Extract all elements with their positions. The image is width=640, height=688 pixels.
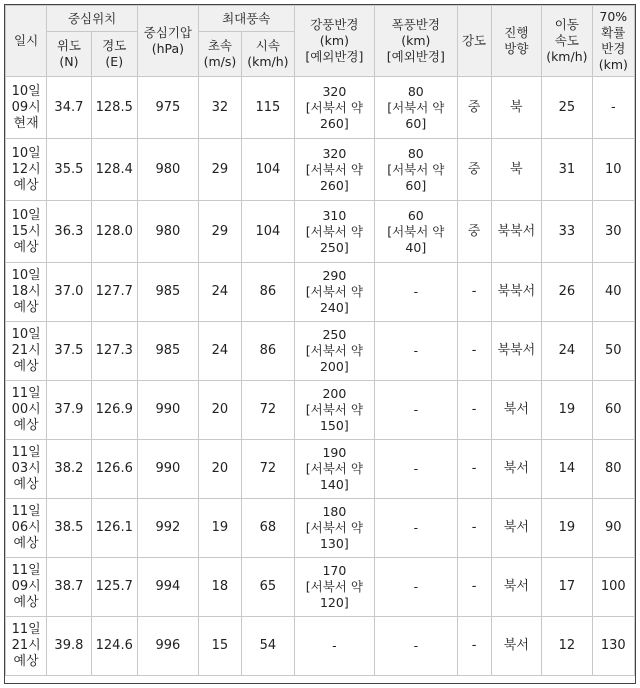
- cell-wind-ms: 29: [198, 139, 241, 201]
- cell-intensity: -: [457, 381, 491, 440]
- cell-wind-ms: 29: [198, 201, 241, 263]
- cell-direction: 북북서: [491, 201, 542, 263]
- cell-pressure: 975: [137, 77, 198, 139]
- cell-gale-radius: -: [294, 617, 374, 676]
- cell-direction: 북서: [491, 440, 542, 499]
- header-datetime: 일시: [6, 6, 47, 77]
- cell-wind-kmh: 115: [242, 77, 295, 139]
- cell-storm-radius: -: [375, 499, 457, 558]
- cell-wind-kmh: 68: [242, 499, 295, 558]
- cell-storm-radius: 80 [서북서 약 60]: [375, 77, 457, 139]
- cell-prob-radius: 40: [592, 263, 634, 322]
- cell-datetime: 10일 12시 예상: [6, 139, 47, 201]
- table-row: [6, 77, 635, 139]
- cell-datetime: 11일 21시 예상: [6, 617, 47, 676]
- cell-prob-radius: 100: [592, 558, 634, 617]
- cell-intensity: 중: [457, 201, 491, 263]
- cell-direction: 북북서: [491, 322, 542, 381]
- cell-pressure: 994: [137, 558, 198, 617]
- cell-lat: 39.8: [47, 617, 91, 676]
- cell-speed: 12: [542, 617, 593, 676]
- cell-intensity: 중: [457, 139, 491, 201]
- cell-direction: 북: [491, 77, 542, 139]
- cell-prob-radius: 130: [592, 617, 634, 676]
- cell-lat: 35.5: [47, 139, 91, 201]
- typhoon-forecast-table: [5, 5, 635, 676]
- cell-speed: 33: [542, 201, 593, 263]
- cell-storm-radius: -: [375, 322, 457, 381]
- cell-lon: 126.6: [91, 440, 137, 499]
- table-row: [6, 499, 635, 558]
- header-direction: 진행 방향: [491, 6, 542, 77]
- cell-storm-radius: -: [375, 617, 457, 676]
- cell-intensity: -: [457, 440, 491, 499]
- cell-gale-radius: 190 [서북서 약 140]: [294, 440, 374, 499]
- cell-gale-radius: 290 [서북서 약 240]: [294, 263, 374, 322]
- cell-lat: 36.3: [47, 201, 91, 263]
- cell-gale-radius: 320 [서북서 약 260]: [294, 77, 374, 139]
- cell-wind-kmh: 104: [242, 139, 295, 201]
- cell-intensity: -: [457, 263, 491, 322]
- cell-gale-radius: 320 [서북서 약 260]: [294, 139, 374, 201]
- table-row: [6, 139, 635, 201]
- cell-speed: 17: [542, 558, 593, 617]
- cell-wind-ms: 32: [198, 77, 241, 139]
- cell-lat: 38.2: [47, 440, 91, 499]
- cell-lat: 38.5: [47, 499, 91, 558]
- cell-wind-kmh: 72: [242, 440, 295, 499]
- cell-pressure: 996: [137, 617, 198, 676]
- cell-gale-radius: 310 [서북서 약 250]: [294, 201, 374, 263]
- table-header: [6, 6, 635, 77]
- cell-lon: 124.6: [91, 617, 137, 676]
- cell-lon: 128.4: [91, 139, 137, 201]
- table-row: [6, 617, 635, 676]
- header-gale-radius: 강풍반경 (km) [예외반경]: [294, 6, 374, 77]
- cell-wind-kmh: 86: [242, 322, 295, 381]
- cell-speed: 31: [542, 139, 593, 201]
- header-lon: 경도 (E): [91, 32, 137, 77]
- cell-wind-kmh: 65: [242, 558, 295, 617]
- cell-intensity: -: [457, 322, 491, 381]
- cell-lon: 126.9: [91, 381, 137, 440]
- cell-lon: 126.1: [91, 499, 137, 558]
- cell-gale-radius: 180 [서북서 약 130]: [294, 499, 374, 558]
- cell-wind-ms: 15: [198, 617, 241, 676]
- cell-intensity: -: [457, 558, 491, 617]
- cell-wind-ms: 19: [198, 499, 241, 558]
- header-prob-radius: 70% 확률 반경 (km): [592, 6, 634, 77]
- cell-lon: 127.3: [91, 322, 137, 381]
- table-row: [6, 558, 635, 617]
- cell-lat: 37.9: [47, 381, 91, 440]
- cell-lon: 128.0: [91, 201, 137, 263]
- table-row: [6, 263, 635, 322]
- cell-wind-kmh: 104: [242, 201, 295, 263]
- cell-speed: 14: [542, 440, 593, 499]
- cell-lat: 37.0: [47, 263, 91, 322]
- cell-prob-radius: 50: [592, 322, 634, 381]
- header-center-position: 중심위치: [47, 6, 138, 32]
- cell-pressure: 985: [137, 322, 198, 381]
- cell-lat: 37.5: [47, 322, 91, 381]
- cell-pressure: 985: [137, 263, 198, 322]
- cell-speed: 24: [542, 322, 593, 381]
- cell-lat: 34.7: [47, 77, 91, 139]
- cell-datetime: 10일 21시 예상: [6, 322, 47, 381]
- cell-storm-radius: -: [375, 440, 457, 499]
- cell-direction: 북: [491, 139, 542, 201]
- cell-storm-radius: -: [375, 263, 457, 322]
- typhoon-forecast-table-frame: [4, 4, 636, 684]
- cell-wind-ms: 20: [198, 381, 241, 440]
- cell-direction: 북서: [491, 617, 542, 676]
- header-speed: 이동 속도 (km/h): [542, 6, 593, 77]
- cell-wind-kmh: 86: [242, 263, 295, 322]
- cell-lon: 128.5: [91, 77, 137, 139]
- cell-lon: 125.7: [91, 558, 137, 617]
- cell-wind-ms: 24: [198, 322, 241, 381]
- cell-wind-ms: 24: [198, 263, 241, 322]
- cell-datetime: 11일 09시 예상: [6, 558, 47, 617]
- cell-datetime: 10일 18시 예상: [6, 263, 47, 322]
- cell-gale-radius: 170 [서북서 약 120]: [294, 558, 374, 617]
- cell-pressure: 980: [137, 201, 198, 263]
- header-wind-kmh: 시속 (km/h): [242, 32, 295, 77]
- table-body: [6, 77, 635, 676]
- cell-wind-ms: 20: [198, 440, 241, 499]
- table-row: [6, 322, 635, 381]
- cell-intensity: -: [457, 499, 491, 558]
- cell-datetime: 10일 15시 예상: [6, 201, 47, 263]
- cell-storm-radius: 60 [서북서 약 40]: [375, 201, 457, 263]
- header-wind-ms: 초속 (m/s): [198, 32, 241, 77]
- cell-lon: 127.7: [91, 263, 137, 322]
- header-max-wind: 최대풍속: [198, 6, 294, 32]
- cell-datetime: 11일 06시 예상: [6, 499, 47, 558]
- cell-intensity: -: [457, 617, 491, 676]
- header-intensity: 강도: [457, 6, 491, 77]
- header-lat: 위도 (N): [47, 32, 91, 77]
- cell-direction: 북서: [491, 499, 542, 558]
- cell-pressure: 992: [137, 499, 198, 558]
- cell-prob-radius: 30: [592, 201, 634, 263]
- cell-prob-radius: -: [592, 77, 634, 139]
- cell-pressure: 980: [137, 139, 198, 201]
- cell-wind-kmh: 72: [242, 381, 295, 440]
- cell-direction: 북북서: [491, 263, 542, 322]
- cell-speed: 26: [542, 263, 593, 322]
- cell-datetime: 11일 03시 예상: [6, 440, 47, 499]
- cell-gale-radius: 250 [서북서 약 200]: [294, 322, 374, 381]
- cell-intensity: 중: [457, 77, 491, 139]
- cell-prob-radius: 10: [592, 139, 634, 201]
- header-storm-radius: 폭풍반경 (km) [예외반경]: [375, 6, 457, 77]
- cell-storm-radius: -: [375, 381, 457, 440]
- cell-wind-kmh: 54: [242, 617, 295, 676]
- cell-gale-radius: 200 [서북서 약 150]: [294, 381, 374, 440]
- cell-pressure: 990: [137, 381, 198, 440]
- cell-prob-radius: 90: [592, 499, 634, 558]
- cell-lat: 38.7: [47, 558, 91, 617]
- cell-direction: 북서: [491, 558, 542, 617]
- cell-prob-radius: 80: [592, 440, 634, 499]
- table-row: [6, 201, 635, 263]
- cell-storm-radius: 80 [서북서 약 60]: [375, 139, 457, 201]
- header-pressure: 중심기압 (hPa): [137, 6, 198, 77]
- cell-storm-radius: -: [375, 558, 457, 617]
- cell-pressure: 990: [137, 440, 198, 499]
- cell-speed: 19: [542, 499, 593, 558]
- cell-speed: 25: [542, 77, 593, 139]
- cell-wind-ms: 18: [198, 558, 241, 617]
- cell-datetime: 10일 09시 현재: [6, 77, 47, 139]
- cell-speed: 19: [542, 381, 593, 440]
- cell-datetime: 11일 00시 예상: [6, 381, 47, 440]
- cell-direction: 북서: [491, 381, 542, 440]
- table-row: [6, 381, 635, 440]
- table-row: [6, 440, 635, 499]
- cell-prob-radius: 60: [592, 381, 634, 440]
